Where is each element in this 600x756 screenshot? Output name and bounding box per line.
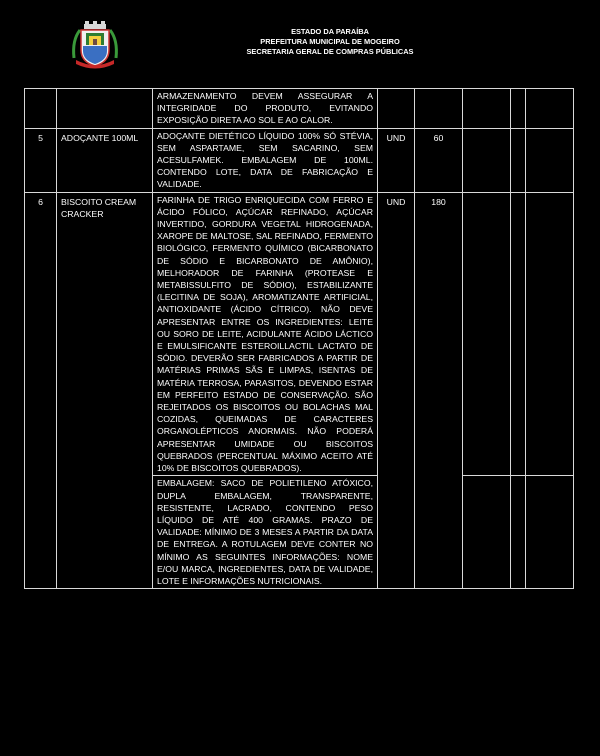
table-row: [25, 192, 574, 476]
item-number-cell: [25, 89, 57, 129]
header-state: ESTADO DA PARAÍBA: [291, 27, 369, 36]
header-text: [230, 27, 430, 57]
empty-cell: [526, 476, 574, 589]
header-secretariat: SECRETARIA GERAL DE COMPRAS PÚBLICAS: [246, 47, 414, 56]
item-quantity-cell: 60: [415, 128, 463, 192]
document-header: [0, 0, 600, 88]
item-description-cell: FARINHA DE TRIGO ENRIQUECIDA COM FERRO E ÁCIDO FÓLICO, AÇÚCAR REFINADO, AÇÚCAR INVERTIDO, GORDURA VEGETAL HIDROGENADA, XAROPE DE MALTOSE, SAL REFINADO, FERMENTO BIOLÓGICO, FERMENTO QUÍMICO (BICARBONATO DE SÓDIO E BICARBONATO DE AMÔNIO), MELHORADOR DE FARINHA (PROTEASE E METABISSULFITO DE SÓDIO), ESTABILIZANTE (LECITINA DE SOJA), AROMATIZANTE ARTIFICIAL, ANTIOXIDANTE (ÁCIDO CÍTRICO). NÃO DEVE APRESENTAR ENTRE OS INGREDIENTES: LEITE OU SORO DE LEITE, ACIDULANTE ÁCIDO LÁCTICO E EMULSIFICANTE ESTEROILLACTIL LACTATO DE SÓDIO. DEVERÃO SER FABRICADOS A PARTIR DE MATÉRIAS PRIMAS SÃS E LIMPAS, ISENTAS DE MATÉRIA TERROSA, PARASITOS, DEVENDO ESTAR EM PERFEITO ESTADO DE CONSERVAÇÃO. SÃO REJEITADOS OS BISCOITOS OU BOLACHAS MAL COZIDAS, QUEIMADAS DE CARACTERES ORGANOLÉPTICOS ANORMAIS. NÃO PODERÁ APRESENTAR UMIDADE OU BISCOITOS QUEBRADOS (PERCENTUAL MÁXIMO ACEITO ATÉ 10% DE BISCOITOS QUEBRADOS).: [153, 192, 378, 476]
empty-cell: [463, 128, 511, 192]
empty-cell: [511, 128, 526, 192]
item-description-cell: ARMAZENAMENTO DEVEM ASSEGURAR A INTEGRIDADE DO PRODUTO, EVITANDO EXPOSIÇÃO DIRETA AO SOL E AO CALOR.: [153, 89, 378, 129]
item-number-cell: 5: [25, 128, 57, 192]
item-name-cell: [57, 89, 153, 129]
item-unit-cell: UND: [378, 192, 415, 589]
empty-cell: [511, 476, 526, 589]
table-row: [25, 128, 574, 192]
empty-cell: [526, 89, 574, 129]
table-row: [25, 89, 574, 129]
empty-cell: [511, 192, 526, 476]
item-name-cell: ADOÇANTE 100ML: [57, 128, 153, 192]
empty-cell: [511, 89, 526, 129]
item-number-cell: 6: [25, 192, 57, 589]
empty-cell: [526, 128, 574, 192]
item-quantity-cell: [415, 89, 463, 129]
item-description-cell: ADOÇANTE DIETÉTICO LÍQUIDO 100% SÓ STÉVIA, SEM ASPARTAME, SEM SACARINO, SEM ACESULFAMEK. EMBALAGEM DE 100ML. CONTENDO LOTE, DATA DE FABRICAÇÃO E VALIDADE.: [153, 128, 378, 192]
item-unit-cell: [378, 89, 415, 129]
empty-cell: [526, 192, 574, 476]
item-name-cell: BISCOITO CREAM CRACKER: [57, 192, 153, 589]
municipal-crest-icon: [70, 20, 120, 70]
item-quantity-cell: 180: [415, 192, 463, 589]
item-description-cell: EMBALAGEM: SACO DE POLIETILENO ATÓXICO, DUPLA EMBALAGEM, TRANSPARENTE, RESISTENTE, LACRADO, CONTENDO PESO LÍQUIDO DE ATÉ 400 GRAMAS. PRAZO DE VALIDADE: MÍNIMO DE 3 MESES A PARTIR DA DATA DE ENTREGA. A ROTULAGEM DEVE CONTER NO MÍNIMO AS SEGUINTES INFORMAÇÕES: NOME E/OU MARCA, INGREDIENTES, DATA DE VALIDADE, LOTE E INFORMAÇÕES NUTRICIONAIS.: [153, 476, 378, 589]
header-prefecture: PREFEITURA MUNICIPAL DE MOGEIRO: [260, 37, 400, 46]
empty-cell: [463, 476, 511, 589]
empty-cell: [463, 192, 511, 476]
item-unit-cell: UND: [378, 128, 415, 192]
items-table: [24, 88, 574, 589]
empty-cell: [463, 89, 511, 129]
